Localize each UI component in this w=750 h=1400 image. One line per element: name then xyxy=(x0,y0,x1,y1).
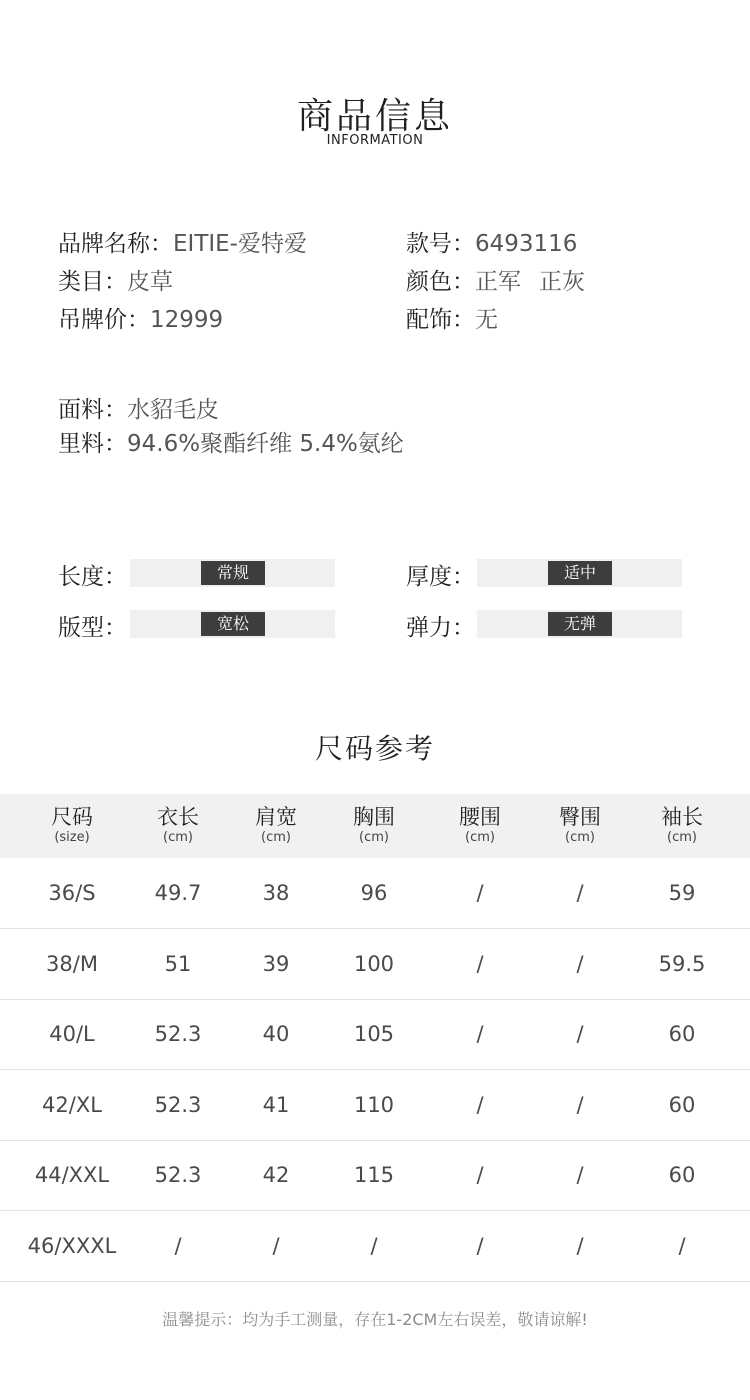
column-header-unit: (cm) xyxy=(163,830,193,845)
table-cell: 40 xyxy=(262,1022,290,1046)
brand-field xyxy=(58,225,307,258)
color-field xyxy=(406,263,585,296)
table-cell: 59.5 xyxy=(658,951,706,976)
column-header-waist xyxy=(425,794,535,858)
fabric-value: 水貂毛皮 xyxy=(127,397,219,423)
column-header-name: 臀围 xyxy=(559,805,601,829)
column-header-unit: (cm) xyxy=(261,830,291,845)
table-cell: 38 xyxy=(262,881,290,905)
category-label: 类目： xyxy=(58,269,127,295)
fabric-field xyxy=(58,391,219,424)
tag-price-field xyxy=(58,301,223,334)
table-cell: / xyxy=(576,1233,584,1258)
table-cell: 44/XXL xyxy=(34,1163,110,1187)
table-cell: / xyxy=(476,1092,484,1117)
category-field xyxy=(58,263,173,296)
column-header-length xyxy=(123,794,233,858)
table-cell: 52.3 xyxy=(154,1092,202,1117)
table-cell: 40/L xyxy=(49,1022,95,1046)
table-cell: / xyxy=(272,1233,280,1258)
table-cell: 49.7 xyxy=(154,881,202,905)
table-cell: 46/XXXL xyxy=(27,1233,117,1258)
color-value-2: 正灰 xyxy=(539,269,585,295)
elasticity-value-badge: 无弹 xyxy=(548,612,612,636)
thickness-value-badge: 适中 xyxy=(548,561,612,585)
tag-price-label: 吊牌价： xyxy=(58,307,150,333)
table-cell: 96 xyxy=(360,881,388,905)
table-cell: 51 xyxy=(164,951,192,976)
table-cell: / xyxy=(476,881,484,905)
lining-label: 里料： xyxy=(58,431,127,457)
style-no-label: 款号： xyxy=(406,231,475,257)
table-cell: 52.3 xyxy=(154,1022,202,1046)
table-row xyxy=(0,929,750,1000)
table-cell: / xyxy=(370,1233,378,1258)
length-value-badge: 常规 xyxy=(201,561,265,585)
table-cell: 115 xyxy=(353,1163,395,1187)
table-cell: / xyxy=(476,1233,484,1258)
column-header-shoulder xyxy=(221,794,331,858)
column-header-name: 尺码 xyxy=(51,805,93,829)
column-header-unit: (cm) xyxy=(667,830,697,845)
table-cell: 59 xyxy=(668,881,696,905)
accessories-field xyxy=(406,301,498,334)
measurement-note: 温馨提示：均为手工测量，存在1-2CM左右误差，敬请谅解! xyxy=(162,1310,588,1329)
table-cell: 60 xyxy=(668,1163,696,1187)
table-cell: 60 xyxy=(668,1092,696,1117)
table-cell: 100 xyxy=(353,951,395,976)
style-no-value: 6493116 xyxy=(475,231,578,257)
color-value-1: 正军 xyxy=(475,269,521,295)
table-cell: 38/M xyxy=(46,951,98,976)
category-value: 皮草 xyxy=(127,269,173,295)
table-cell: / xyxy=(576,1163,584,1187)
thickness-label: 厚度： xyxy=(406,564,475,590)
table-cell: 42 xyxy=(262,1163,290,1187)
brand-value: EITIE-爱特爱 xyxy=(173,231,307,257)
fit-label: 版型： xyxy=(58,615,127,641)
elasticity-label: 弹力： xyxy=(406,615,475,641)
lining-value: 94.6%聚酯纤维 5.4%氨纶 xyxy=(127,431,404,457)
table-row xyxy=(0,1211,750,1282)
fabric-label: 面料： xyxy=(58,397,127,423)
column-header-name: 衣长 xyxy=(157,805,199,829)
length-label: 长度： xyxy=(58,564,127,590)
tag-price-value: 12999 xyxy=(150,307,224,333)
table-row xyxy=(0,1070,750,1141)
info-subtitle: INFORMATION xyxy=(326,133,424,148)
column-header-size xyxy=(17,794,127,858)
table-cell: / xyxy=(576,951,584,976)
size-chart-title: 尺码参考 xyxy=(314,732,435,765)
table-cell: / xyxy=(576,1022,584,1046)
table-cell: / xyxy=(476,951,484,976)
accessories-value: 无 xyxy=(475,307,498,333)
table-cell: 52.3 xyxy=(154,1163,202,1187)
length-bar xyxy=(130,559,335,587)
column-header-name: 袖长 xyxy=(661,805,703,829)
table-cell: 105 xyxy=(353,1022,395,1046)
column-header-name: 胸围 xyxy=(353,805,395,829)
column-header-name: 肩宽 xyxy=(255,805,297,829)
column-header-unit: (cm) xyxy=(359,830,389,845)
table-cell: / xyxy=(576,881,584,905)
table-row xyxy=(0,999,750,1070)
column-header-hip xyxy=(525,794,635,858)
table-cell: / xyxy=(174,1233,182,1258)
brand-label: 品牌名称： xyxy=(58,231,173,257)
style-no-field xyxy=(406,225,577,258)
table-cell: 60 xyxy=(668,1022,696,1046)
elasticity-bar xyxy=(477,610,682,638)
column-header-unit: (cm) xyxy=(565,830,595,845)
table-cell: 36/S xyxy=(48,881,96,905)
table-cell: 42/XL xyxy=(42,1092,102,1117)
column-header-unit: (size) xyxy=(54,830,90,845)
column-header-name: 腰围 xyxy=(459,805,501,829)
table-cell: / xyxy=(576,1092,584,1117)
table-row xyxy=(0,1140,750,1211)
thickness-bar xyxy=(477,559,682,587)
table-cell: / xyxy=(476,1163,484,1187)
table-row xyxy=(0,858,750,929)
table-cell: 110 xyxy=(353,1092,395,1117)
lining-field xyxy=(58,425,404,458)
color-label: 颜色： xyxy=(406,269,475,295)
fit-value-badge: 宽松 xyxy=(201,612,265,636)
info-title: 商品信息 xyxy=(296,96,453,137)
column-header-unit: (cm) xyxy=(465,830,495,845)
column-header-sleeve xyxy=(627,794,737,858)
table-cell: / xyxy=(476,1022,484,1046)
table-cell: 39 xyxy=(262,951,290,976)
fit-bar xyxy=(130,610,335,638)
accessories-label: 配饰： xyxy=(406,307,475,333)
size-table-header xyxy=(0,794,750,858)
column-header-chest xyxy=(319,794,429,858)
table-cell: / xyxy=(678,1233,686,1258)
table-cell: 41 xyxy=(262,1092,290,1117)
